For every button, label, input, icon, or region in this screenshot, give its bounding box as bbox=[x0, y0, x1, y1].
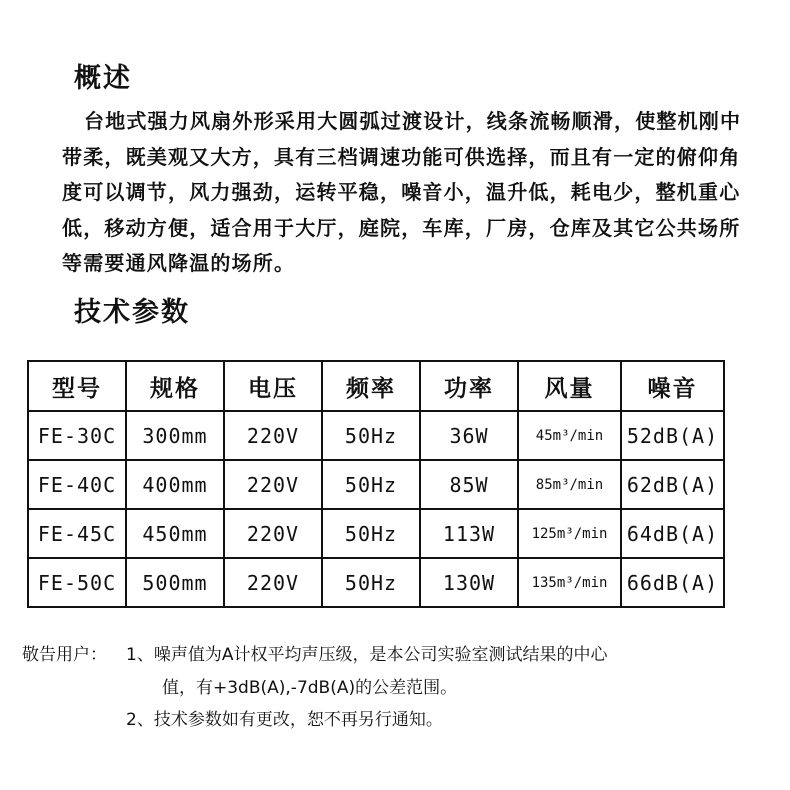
cell-noise: 66dB(A) bbox=[621, 558, 724, 607]
spec-table bbox=[27, 360, 725, 608]
spec-header-row bbox=[28, 361, 724, 411]
cell-airflow: 85m³/min bbox=[518, 460, 621, 509]
overview-paragraph: 台地式强力风扇外形采用大圆弧过渡设计，线条流畅顺滑，使整机刚中带柔，既美观又大方，具有三档调速功能可供选择，而且有一定的俯仰角度可以调节，风力强劲，运转平稳，噪音小，温升低，耗电少，整机重心低，移动方便，适合用于大厅，庭院，车库，厂房，仓库及其它公共场所等需要通风降温的场所。 bbox=[62, 109, 742, 275]
col-header-airflow: 风量 bbox=[518, 361, 621, 411]
cell-noise: 64dB(A) bbox=[621, 509, 724, 558]
cell-frequency: 50Hz bbox=[322, 411, 420, 460]
cell-model: FE-45C bbox=[28, 509, 126, 558]
cell-noise: 62dB(A) bbox=[621, 460, 724, 509]
cell-size: 400mm bbox=[126, 460, 224, 509]
specs-heading: 技术参数 bbox=[74, 297, 190, 328]
cell-noise: 52dB(A) bbox=[621, 411, 724, 460]
cell-size: 450mm bbox=[126, 509, 224, 558]
col-header-voltage: 电压 bbox=[224, 361, 322, 411]
note-2: 2、技术参数如有更改，恕不再另行通知。 bbox=[126, 710, 443, 730]
cell-voltage: 220V bbox=[224, 411, 322, 460]
col-header-power: 功率 bbox=[420, 361, 518, 411]
cell-airflow: 125m³/min bbox=[518, 509, 621, 558]
cell-model: FE-30C bbox=[28, 411, 126, 460]
col-header-model: 型号 bbox=[28, 361, 126, 411]
cell-power: 113W bbox=[420, 509, 518, 558]
cell-power: 36W bbox=[420, 411, 518, 460]
table-row bbox=[28, 411, 724, 460]
table-row bbox=[28, 558, 724, 607]
cell-power: 130W bbox=[420, 558, 518, 607]
col-header-frequency: 频率 bbox=[322, 361, 420, 411]
notice-label: 敬告用户： bbox=[22, 645, 107, 665]
cell-voltage: 220V bbox=[224, 460, 322, 509]
col-header-size: 规格 bbox=[126, 361, 224, 411]
table-row bbox=[28, 509, 724, 558]
col-header-noise: 噪音 bbox=[621, 361, 724, 411]
cell-frequency: 50Hz bbox=[322, 558, 420, 607]
overview-heading: 概述 bbox=[74, 63, 132, 94]
cell-size: 500mm bbox=[126, 558, 224, 607]
note-1-line-2: 值，有+3dB(A),-7dB(A)的公差范围。 bbox=[162, 678, 458, 698]
cell-airflow: 135m³/min bbox=[518, 558, 621, 607]
cell-model: FE-40C bbox=[28, 460, 126, 509]
cell-frequency: 50Hz bbox=[322, 460, 420, 509]
note-1-line-1: 1、噪声值为A计权平均声压级，是本公司实验室测试结果的中心 bbox=[126, 645, 608, 665]
cell-voltage: 220V bbox=[224, 509, 322, 558]
cell-airflow: 45m³/min bbox=[518, 411, 621, 460]
cell-power: 85W bbox=[420, 460, 518, 509]
cell-model: FE-50C bbox=[28, 558, 126, 607]
cell-voltage: 220V bbox=[224, 558, 322, 607]
cell-frequency: 50Hz bbox=[322, 509, 420, 558]
cell-size: 300mm bbox=[126, 411, 224, 460]
table-row bbox=[28, 460, 724, 509]
